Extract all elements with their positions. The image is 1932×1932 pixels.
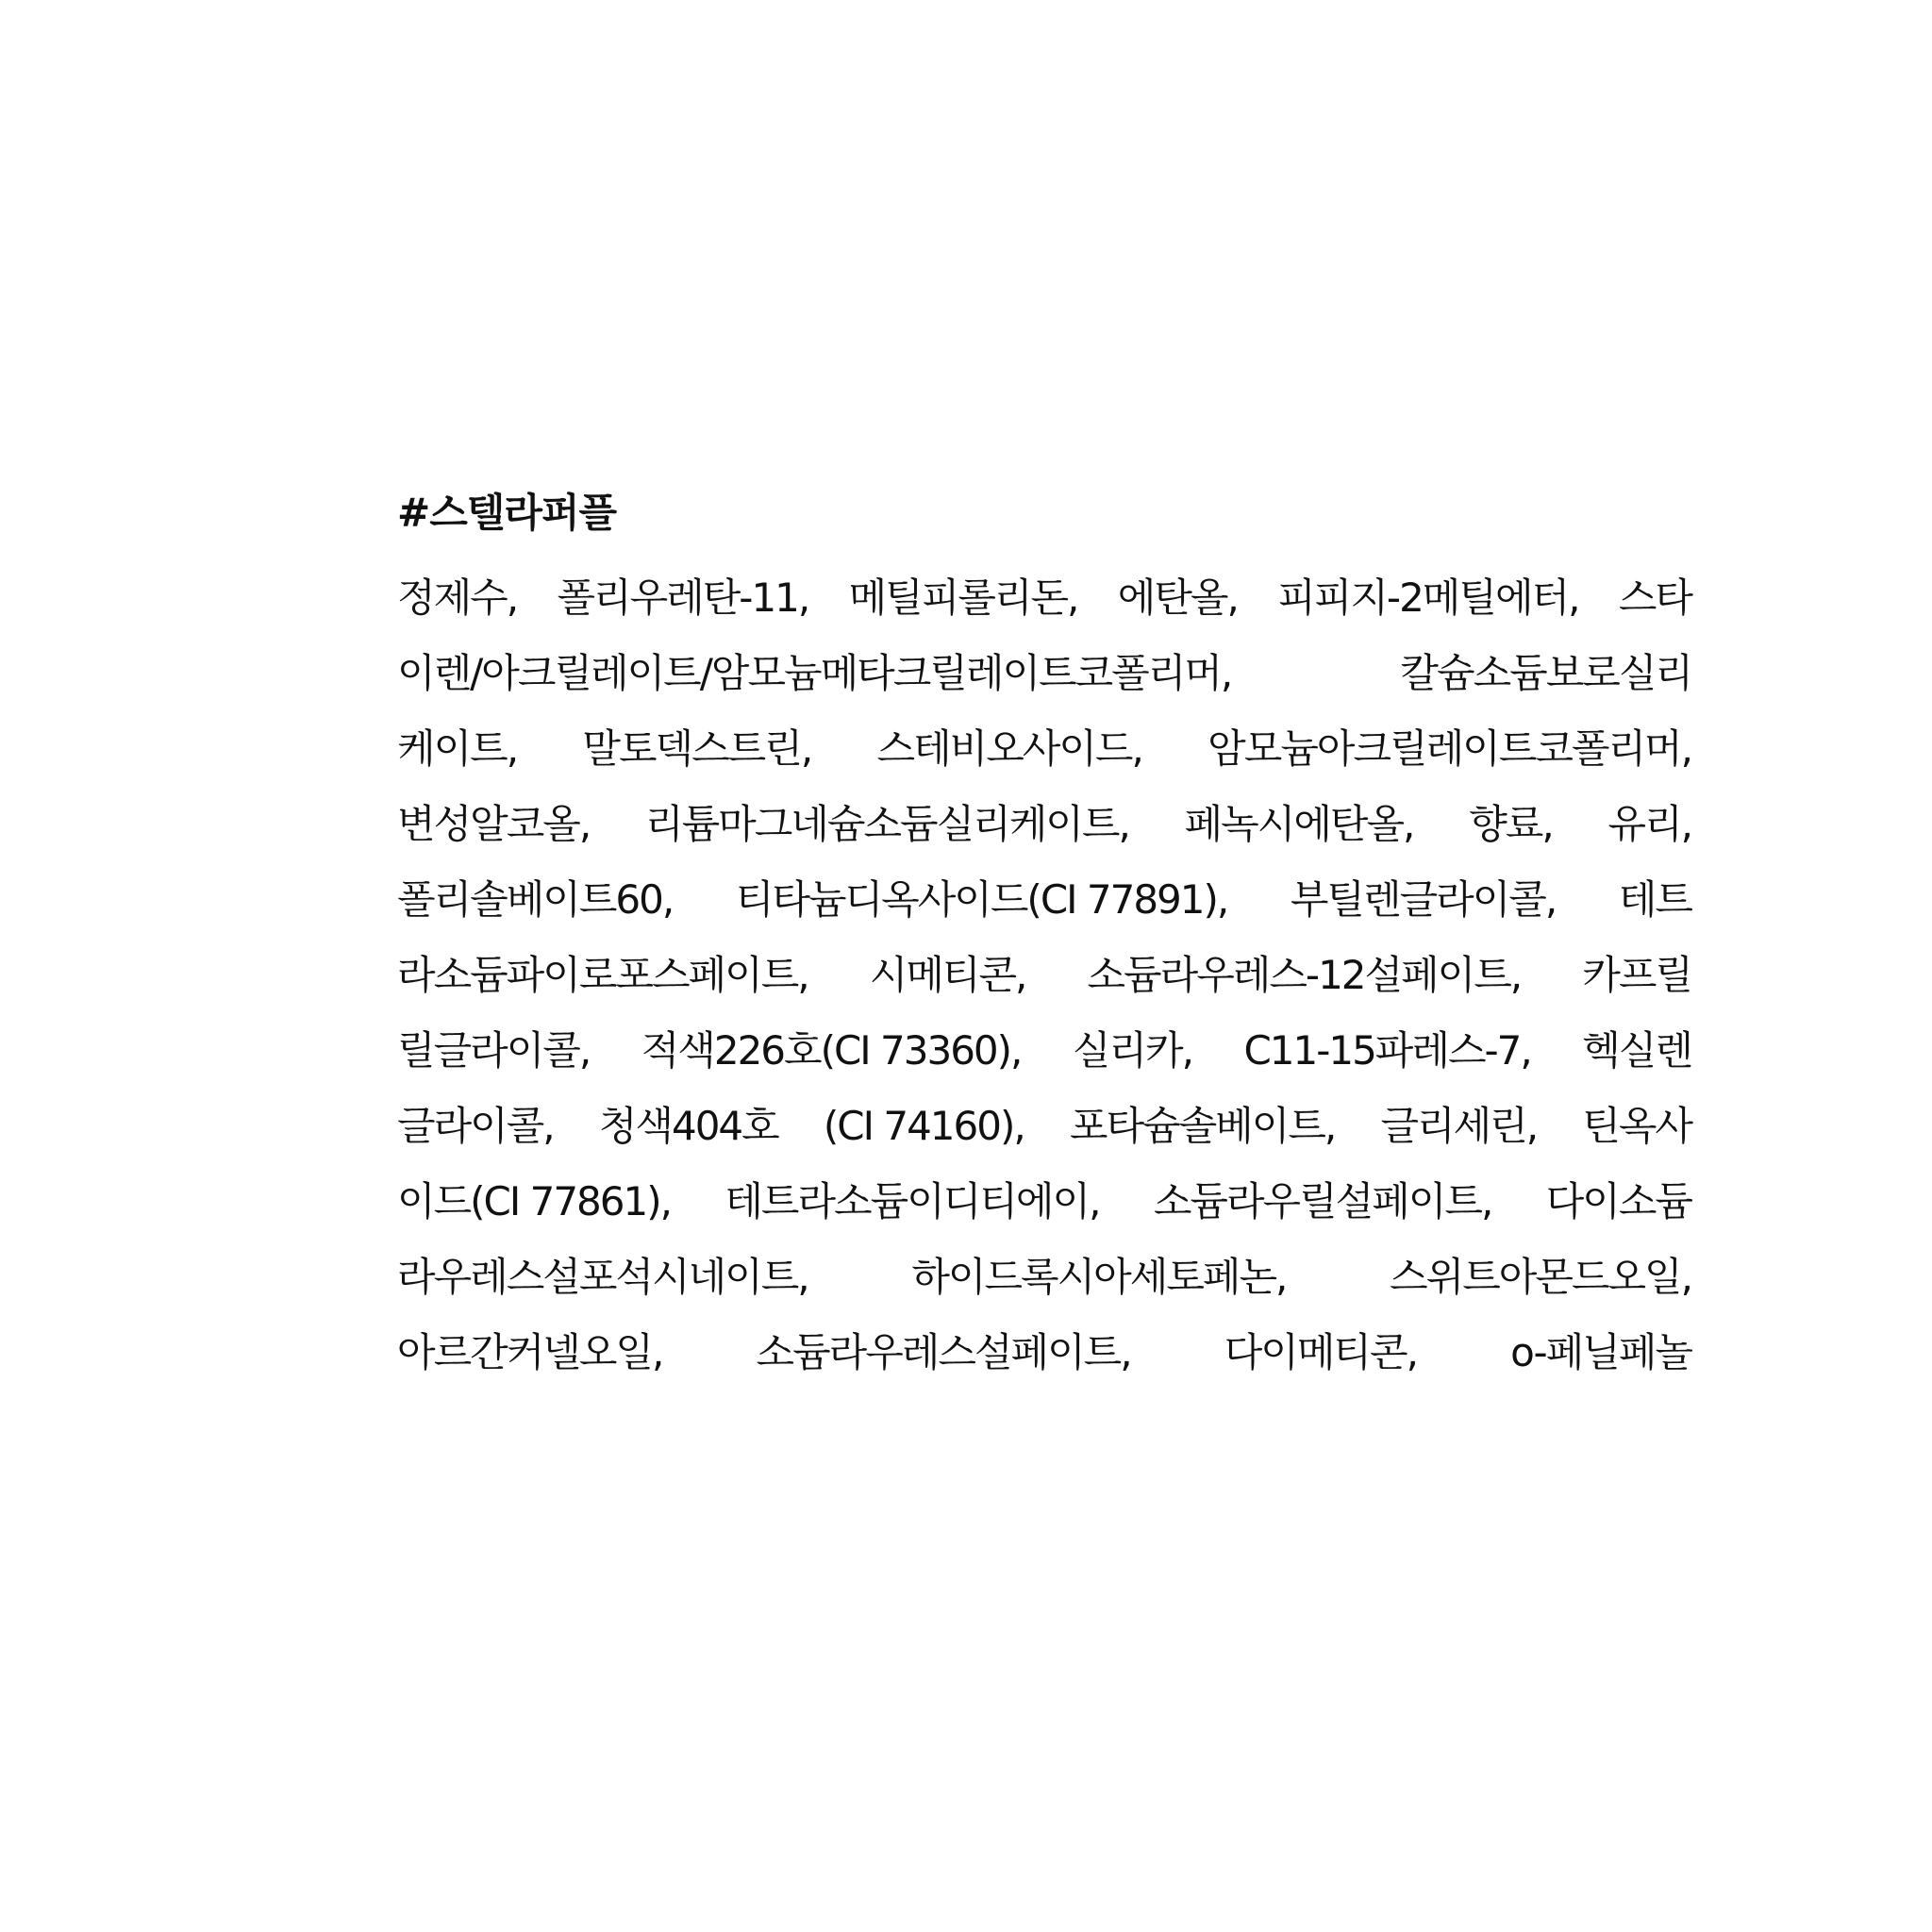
- ingredient-text: 스테비오사이드,: [876, 725, 1142, 772]
- ingredient-text: 시메티콘,: [869, 952, 1026, 998]
- ingredient-line: [397, 787, 1691, 862]
- ingredient-text: 리튬마그네슘소듐실리케이트,: [645, 801, 1129, 847]
- ingredient-text: 이드(CI 77861),: [397, 1178, 671, 1224]
- ingredient-text: 티타늄디옥사이드(CI 77891),: [735, 876, 1228, 923]
- ingredient-text: 실리카,: [1072, 1027, 1192, 1074]
- ingredient-line: [397, 862, 1691, 938]
- ingredient-line: [397, 1315, 1691, 1391]
- ingredient-text: 글리세린,: [1380, 1103, 1538, 1149]
- ingredient-text: C11-15파레스-7,: [1243, 1027, 1531, 1074]
- ingredient-text: 라소듐파이로포스페이트,: [397, 952, 808, 998]
- ingredient-text: 소듐라우레스설페이트,: [756, 1329, 1131, 1375]
- ingredient-text: 다이메티콘,: [1224, 1329, 1417, 1375]
- ingredient-text: 폴리우레탄-11,: [557, 575, 809, 621]
- ingredient-line: [397, 938, 1691, 1013]
- ingredient-text: 부틸렌글라이콜,: [1290, 876, 1557, 923]
- ingredient-text: 하이드록시아세토페논,: [911, 1254, 1287, 1300]
- ingredient-text: 케이트,: [397, 725, 518, 772]
- ingredient-text: 다이소듐: [1545, 1178, 1691, 1224]
- ingredient-text: o-페닐페놀: [1510, 1329, 1691, 1375]
- ingredient-text: 말토덱스트린,: [582, 725, 812, 772]
- ingredient-text: 테트라소듐이디티에이,: [724, 1178, 1100, 1224]
- ingredient-text: 폴리솔베이트60,: [397, 876, 674, 923]
- ingredient-text: 에탄올,: [1117, 575, 1238, 621]
- ingredient-text: 틴옥사: [1582, 1103, 1691, 1149]
- ingredient-line: [397, 1089, 1691, 1164]
- product-title: #스텔라퍼플: [397, 490, 617, 536]
- ingredient-text: 릴글라이콜,: [397, 1027, 591, 1074]
- ingredient-text: 소듐라우릴설페이트,: [1153, 1178, 1492, 1224]
- ingredient-text: 청색404호: [598, 1103, 778, 1149]
- ingredient-text: 테트: [1618, 876, 1691, 923]
- ingredient-text: 변성알코올,: [397, 801, 591, 847]
- ingredient-line: [397, 1164, 1691, 1240]
- ingredient-line: [397, 560, 1691, 636]
- ingredient-text: 포타슘솔베이트,: [1069, 1103, 1336, 1149]
- ingredient-text: 메틸피롤리돈,: [848, 575, 1078, 621]
- ingredient-list: [397, 560, 1691, 1391]
- ingredient-text: 헥실렌: [1582, 1027, 1691, 1074]
- ingredient-text: 글라이콜,: [397, 1103, 554, 1149]
- ingredient-text: 소듐라우레스-12설페이트,: [1087, 952, 1522, 998]
- ingredient-line: [397, 1240, 1691, 1315]
- ingredient-text: (CI 74160),: [823, 1103, 1024, 1149]
- ingredient-text: 유리,: [1607, 801, 1691, 847]
- ingredient-text: 향료,: [1469, 801, 1553, 847]
- ingredient-text: 적색226호(CI 73360),: [641, 1027, 1022, 1074]
- ingredient-text: 라우레스설포석시네이트,: [397, 1254, 808, 1300]
- ingredient-text: 카프릴: [1582, 952, 1691, 998]
- ingredient-text: 스위트아몬드오일,: [1390, 1254, 1691, 1300]
- ingredient-line: [397, 636, 1691, 711]
- ingredient-text: 페녹시에탄올,: [1184, 801, 1414, 847]
- ingredient-text: 이렌/아크릴레이트/암모늄메타크릴레이트코폴리머,: [397, 650, 1232, 696]
- ingredient-line: [397, 1013, 1691, 1089]
- ingredient-text: 정제수,: [397, 575, 518, 621]
- ingredient-text: 스타: [1618, 575, 1691, 621]
- ingredient-text: 피피지-2메틸에터,: [1277, 575, 1579, 621]
- ingredient-document: [397, 487, 1691, 1391]
- ingredient-text: 암모늄아크릴레이트코폴리머,: [1208, 725, 1691, 772]
- ingredient-text: 칼슘소듐보로실리: [1400, 650, 1691, 696]
- ingredient-line: [397, 711, 1691, 787]
- ingredient-text: 아르간커넬오일,: [397, 1329, 663, 1375]
